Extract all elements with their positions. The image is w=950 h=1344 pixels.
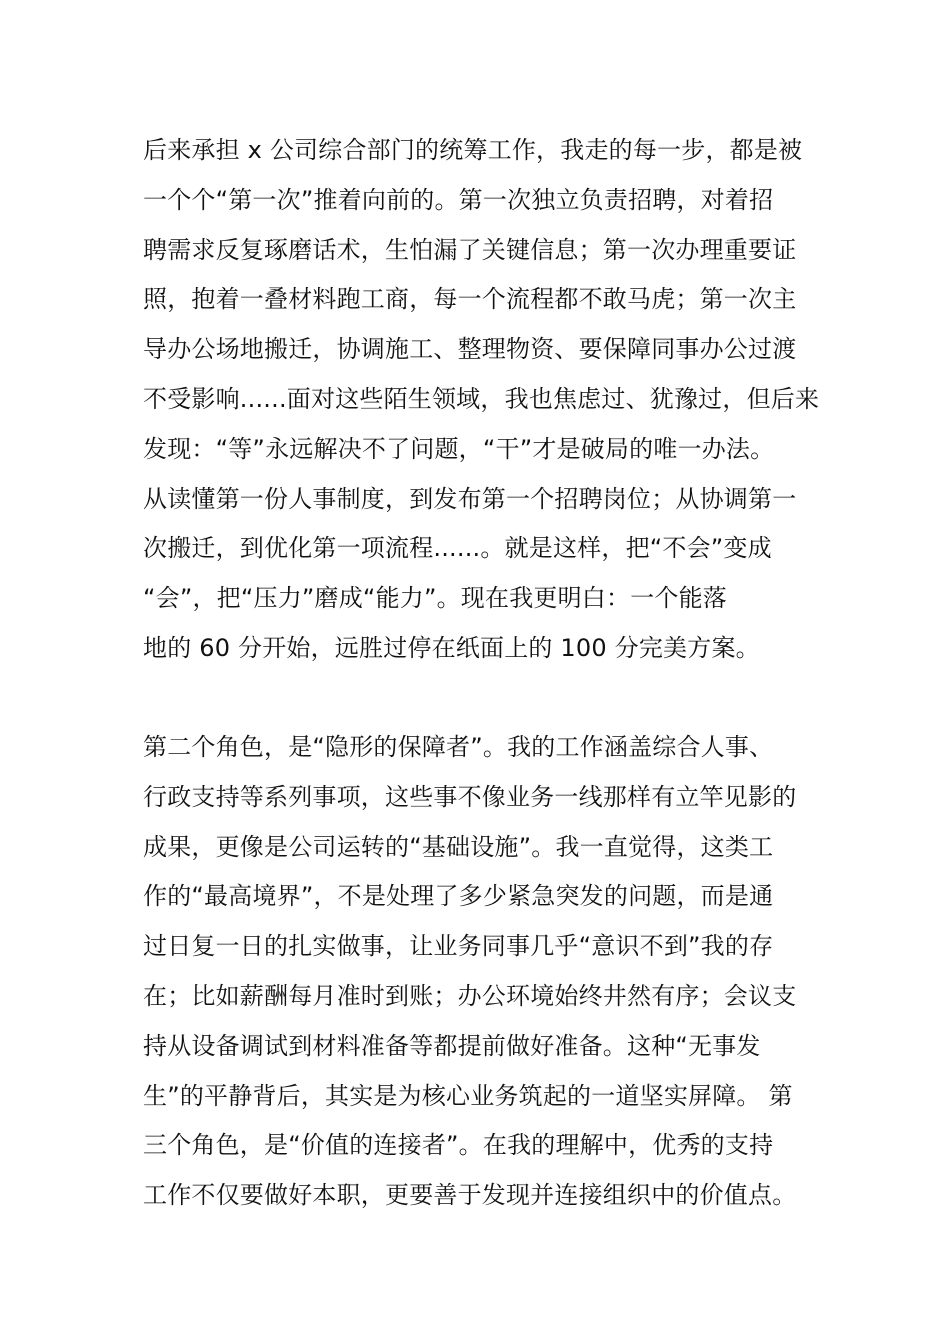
text-line: 从读懂第一份人事制度，到发布第一个招聘岗位；从协调第一: [143, 484, 797, 513]
paragraph-second-third-role: [143, 723, 823, 1221]
text-line: 成果，更像是公司运转的“基础设施”。我一直觉得，这类工: [143, 832, 774, 861]
text-line: 行政支持等系列事项，这些事不像业务一线那样有立竿见影的: [143, 782, 797, 811]
text-line: 第二个角色，是“隐形的保障者”。我的工作涵盖综合人事、: [143, 733, 774, 761]
text-line: 三个角色，是“价值的连接者”。在我的理解中，优秀的支持: [143, 1131, 774, 1160]
text-line: 导办公场地搬迁，协调施工、整理物资、要保障同事办公过渡: [143, 335, 797, 364]
text-line: “会”，把“压力”磨成“能力”。现在我更明白：一个能落: [143, 584, 727, 613]
text-line: 持从设备调试到材料准备等都提前做好准备。这种“无事发: [143, 1031, 761, 1060]
text-line: 不受影响......面对这些陌生领域，我也焦虑过、犹豫过，但后来: [143, 384, 820, 413]
text-line: 生”的平静背后，其实是为核心业务筑起的一道坚实屏障。 第: [143, 1081, 793, 1110]
text-line: 次搬迁，到优化第一项流程......。就是这样，把“不会”变成: [143, 534, 772, 563]
text-line: 后来承担 x 公司综合部门的统筹工作，我走的每一步，都是被: [143, 136, 803, 164]
text-line: 作的“最高境界”，不是处理了多少紧急突发的问题，而是通: [143, 882, 774, 911]
text-line: 发现：“等”永远解决不了问题，“干”才是破局的唯一办法。: [143, 434, 775, 463]
text-line: 一个个“第一次”推着向前的。第一次独立负责招聘，对着招: [143, 185, 774, 214]
text-line: 聘需求反复琢磨话术，生怕漏了关键信息；第一次办理重要证: [143, 235, 797, 264]
paragraph-first-role-reflection: [143, 126, 823, 674]
text-line: 照，抱着一叠材料跑工商，每一个流程都不敢马虎；第一次主: [143, 285, 797, 314]
text-line: 地的 60 分开始，远胜过停在纸面上的 100 分完美方案。: [143, 633, 760, 662]
text-line: 过日复一日的扎实做事，让业务同事几乎“意识不到”我的存: [143, 932, 774, 961]
text-line: 在；比如薪酬每月准时到账；办公环境始终井然有序；会议支: [143, 981, 797, 1010]
text-line: 工作不仅要做好本职，更要善于发现并连接组织中的价值点。: [143, 1181, 797, 1210]
